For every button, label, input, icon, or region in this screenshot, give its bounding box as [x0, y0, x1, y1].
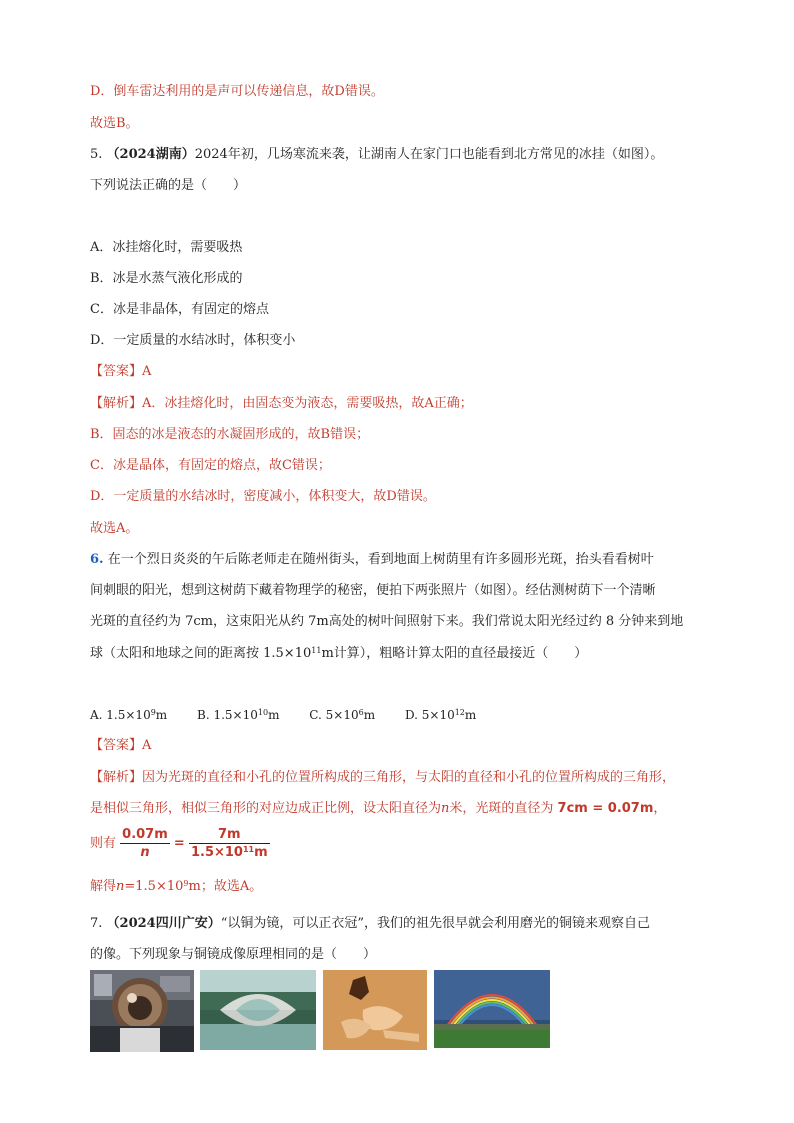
answer-tag: 【答案】 [90, 364, 143, 379]
explanation-text: 因为光斑的直径和小孔的位置所构成的三角形，与太阳的直径和小孔的位置所构成的三角形， [142, 770, 676, 785]
answer-5 [90, 364, 151, 380]
question-text: 2024年初，几场寒流来袭，让湖南人在家门口也能看到北方常见的冰挂（如图）。 [194, 147, 664, 162]
question-7 [90, 916, 650, 932]
answer-value: A [142, 364, 152, 379]
explanation-5-2: B．固态的冰是液态的水凝固形成的，故B错误； [90, 427, 370, 442]
question-6 [90, 552, 654, 568]
photo-bridge-reflection [200, 970, 316, 1050]
fraction-right: $\frac{7m}{1.5\times 10^{11}m}$ [190, 827, 268, 860]
photo-water-sphere [90, 970, 194, 1052]
explanation-text: A．冰挂熔化时，由固态变为液态，需要吸热，故A正确； [142, 396, 473, 411]
option-c: C. $5\times 10^6m$ [309, 708, 376, 722]
line-1: D．倒车雷达利用的是声可以传递信息，故D错误。 [90, 84, 384, 99]
solution-6: 解得$n=1.5\times 10^9m$；故选A。 [90, 879, 263, 894]
answer-6 [90, 738, 151, 754]
option-c: C．冰是非晶体，有固定的熔点 [90, 302, 269, 317]
question-5 [90, 147, 663, 163]
question-source: （2024湖南） [106, 147, 195, 162]
selection-5: 故选A。 [90, 521, 139, 536]
question-6-options [90, 707, 476, 723]
explanation-tag: 【解析】 [90, 396, 143, 411]
explanation-5-3: C．冰是晶体，有固定的熔点，故C错误； [90, 458, 331, 473]
explanation-5-4: D．一定质量的水结冰时，密度减小，体积变大，故D错误。 [90, 489, 436, 504]
question-6-text-4: 球（太阳和地球之间的距离按 $1.5\times 10^{11}m$计算），粗略计算太阳的直径最接近（ ） [90, 646, 588, 661]
explanation-6-2: 是相似三角形，相似三角形的对应边成正比例，设太阳直径为n米，光斑的直径为 7cm = 0.07m， [90, 801, 667, 816]
line-2: 故选B。 [90, 116, 139, 131]
question-6-text-2: 间刺眼的阳光，想到这树荫下藏着物理学的秘密，便拍下两张照片（如图）。经估测树荫下一个清晰 [90, 583, 656, 598]
explanation-tag: 【解析】 [90, 770, 143, 785]
option-a: A．冰挂熔化时，需要吸热 [90, 240, 243, 255]
question-text: “以铜为镜，可以正衣冠”，我们的祖先很早就会利用磨光的铜镜来观察自己 [220, 916, 651, 931]
question-number: 7. [90, 916, 103, 931]
question-7-text-2: 的像。下列现象与铜镜成像原理相同的是（ ） [90, 947, 377, 962]
question-number: 5. [90, 147, 103, 162]
fraction-left: $\frac{0.07m}{n}$ [122, 827, 168, 860]
question-number: 6. [90, 552, 104, 567]
equation-prefix: 则有 [90, 836, 117, 851]
option-a: A. $1.5\times 10^9m$ [90, 708, 168, 722]
option-b: B．冰是水蒸气液化形成的 [90, 271, 243, 286]
photo-rainbow [434, 970, 550, 1048]
explanation-5-1 [90, 396, 473, 412]
answer-tag: 【答案】 [90, 738, 143, 753]
option-b: B. $1.5\times 10^{10}m$ [197, 708, 280, 722]
question-6-text-3: 光斑的直径约为 7cm，这束阳光从约 7m高处的树叶间照射下来。我们常说太阳光经过约 8 分钟来到地 [90, 614, 684, 629]
explanation-6-1 [90, 770, 675, 786]
photo-hand-shadow [323, 970, 427, 1050]
equals-sign: = [173, 836, 185, 851]
question-5-text-2: 下列说法正确的是（ ） [90, 178, 247, 193]
option-d: D．一定质量的水结冰时，体积变小 [90, 333, 296, 348]
question-source: （2024四川广安） [106, 916, 221, 931]
answer-value: A [142, 738, 152, 753]
question-text: 在一个烈日炎炎的午后陈老师走在随州街头，看到地面上树荫里有许多圆形光斑，抬头看看树叶 [107, 552, 654, 567]
option-d: D. $5\times 10^{12}m$ [404, 708, 477, 722]
equation-line [90, 826, 270, 862]
